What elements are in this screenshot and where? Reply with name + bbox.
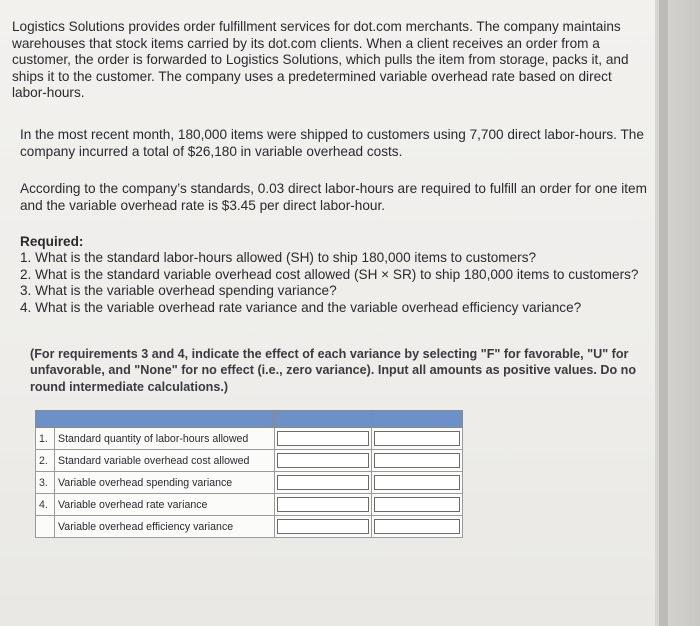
row-label: Variable overhead spending variance <box>55 472 275 494</box>
efficiency-variance-effect-select[interactable] <box>374 519 460 534</box>
row-label: Standard quantity of labor-hours allowed <box>55 428 275 450</box>
standard-hours-input[interactable] <box>277 431 369 446</box>
spending-variance-input[interactable] <box>277 475 369 490</box>
table-row <box>36 472 463 494</box>
efficiency-variance-input[interactable] <box>277 519 369 534</box>
required-item-4: 4. What is the variable overhead rate variance and the variable overhead efficiency variance? <box>20 299 582 315</box>
table-row <box>36 494 463 516</box>
row-number: 1. <box>36 428 55 450</box>
required-heading: Required: <box>20 234 84 249</box>
row-number: 3. <box>36 472 55 494</box>
required-item-2: 2. What is the standard variable overhead cost allowed (SH × SR) to ship 180,000 items to customers? <box>20 266 639 282</box>
standard-cost-effect-input[interactable] <box>374 453 460 468</box>
standard-hours-effect-input[interactable] <box>374 431 460 446</box>
answer-table-header <box>36 411 463 428</box>
spending-variance-effect-select[interactable] <box>374 475 460 490</box>
row-label: Standard variable overhead cost allowed <box>55 450 275 472</box>
instructions-note: (For requirements 3 and 4, indicate the effect of each variance by selecting "F" for favorable, "U" for unfavorable, and "None" for no effect (i.e., zero variance). Input all amounts as positive values. Do no round intermediate calculations.) <box>30 347 637 394</box>
table-row <box>36 450 463 472</box>
problem-paragraph-intro: Logistics Solutions provides order fulfillment services for dot.com merchants. The company maintains warehouses that stock items carried by its dot.com clients. When a client receives an order from a customer, the order is forwarded to Logistics Solutions, which pulls the item from storage, packs it, and ships it to the customer. The company uses a predetermined variable overhead rate based on direct labor-hours. <box>12 19 629 101</box>
required-item-3: 3. What is the variable overhead spending variance? <box>20 283 337 299</box>
row-number: 4. <box>36 494 55 516</box>
rate-variance-input[interactable] <box>277 497 369 512</box>
problem-paragraph-standards: According to the company’s standards, 0.03 direct labor-hours are required to fulfill an order for one item and the variable overhead rate is $3.45 per direct labor-hour. <box>20 181 647 213</box>
row-label: Variable overhead rate variance <box>55 494 275 516</box>
problem-paragraph-month: In the most recent month, 180,000 items were shipped to customers using 7,700 direct labor-hours. The company incurred a total of $26,180 in variable overhead costs. <box>20 127 644 159</box>
required-section <box>20 234 650 316</box>
required-item-1: 1. What is the standard labor-hours allowed (SH) to ship 180,000 items to customers? <box>20 250 537 266</box>
table-row <box>36 516 463 538</box>
row-number: 2. <box>36 450 55 472</box>
rate-variance-effect-select[interactable] <box>374 497 460 512</box>
table-row <box>36 428 463 450</box>
standard-cost-input[interactable] <box>277 453 369 468</box>
answer-table <box>35 410 463 538</box>
page-scrollbar[interactable] <box>655 0 700 626</box>
scrollbar-track[interactable] <box>659 0 668 626</box>
row-number <box>36 516 55 538</box>
row-label: Variable overhead efficiency variance <box>55 516 275 538</box>
